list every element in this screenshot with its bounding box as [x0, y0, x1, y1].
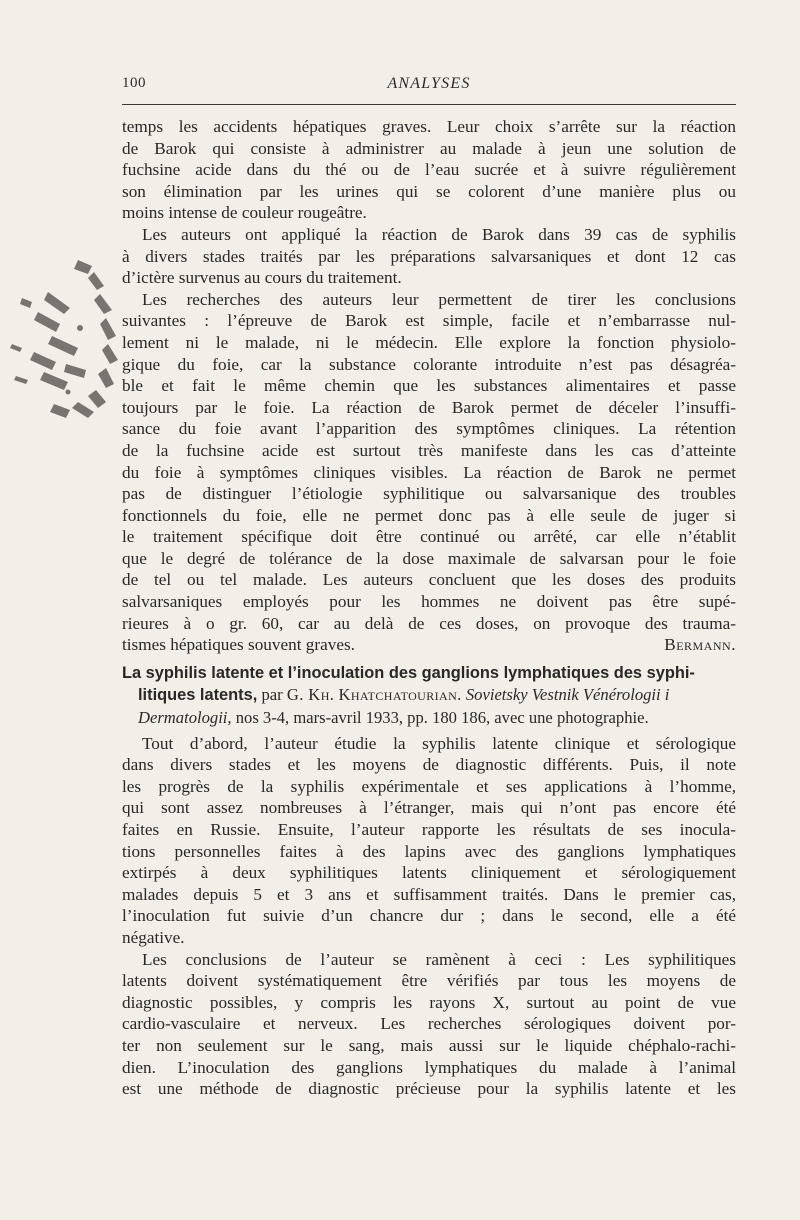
text-line-content: tismes hépatiques souvent graves. [122, 635, 355, 655]
text-line: tions personnelles faites à des lapins avec des ganglions lymphatiques [122, 841, 736, 861]
text-line: qui sont assez nombreuses à l’étranger, mais qui n’ont pas encore été [122, 798, 736, 818]
article-author: Khatchatourian. [338, 685, 462, 705]
text-line: temps les accidents hépatiques graves. Leur choix s’arrête sur la réaction [122, 117, 736, 136]
text-line: ble et fait le même chemin que les substances alimentaires et passe [122, 376, 736, 396]
text-line: fonctionnels du foie, elle ne permet donc pas à elle seule de juger si [122, 505, 736, 525]
text-line: faites en Russie. Ensuite, l’auteur rapporte les résultats de ses inocula- [122, 820, 736, 839]
text-line: de la fuchsine acide est surtout très manifeste dans les cas d’atteinte [122, 440, 736, 460]
text-line: ter non seulement sur le sang, mais aussi sur le liquide chéphalo-rachi- [122, 1035, 736, 1055]
article-by: par [261, 685, 283, 705]
article-heading [122, 662, 736, 729]
text-line: dans divers stades et les moyens de diagnostic différents. Puis, il note [122, 755, 736, 775]
text-line: moins intense de couleur rougeâtre. [122, 203, 367, 223]
paragraph [122, 289, 736, 656]
text-line: dien. L’inoculation des ganglions lymphatiques du malade à l’animal [122, 1057, 736, 1077]
text-line: Les auteurs ont appliqué la réaction de Barok dans 39 cas de syphilis [142, 224, 736, 244]
text-line: de Barok qui consiste à administrer au malade à jeun une solution de [122, 138, 736, 158]
paragraph [122, 733, 736, 949]
text-line: du foie à symptômes cliniques visibles. La réaction de Barok ne permet [122, 462, 736, 482]
text-line: l’inoculation fut suivie d’un chancre dur ; dans le second, elle a été [122, 906, 736, 926]
paragraph [122, 224, 736, 289]
library-stamp [8, 252, 120, 430]
article-title: La syphilis latente et l’inoculation des ganglions lymphatiques des syphi-litiques latents, [122, 663, 695, 705]
text-line: fuchsine acide dans du thé ou de l’eau sucrée et à suivre régulièrement [122, 160, 736, 180]
text-line: d’ictère survenus au cours du traitement. [122, 268, 402, 288]
text-line: extirpés à deux syphilitiques latents cliniquement et sérologiquement [122, 863, 736, 883]
text-line: gique du foie, car la substance colorante introduite n’est pas désagréa- [122, 354, 736, 374]
text-line: à divers stades traités par les préparations salvarsaniques et dont 12 cas [122, 246, 736, 266]
continuation-review [122, 116, 736, 656]
text-line: négative. [122, 927, 185, 947]
page-body [122, 116, 736, 1100]
paragraph [122, 116, 736, 224]
text-line: de tel ou tel malade. Les auteurs concluent que les doses des produits [122, 570, 736, 590]
page-number: 100 [122, 75, 146, 91]
reviewer-signature: Bermann. [664, 635, 736, 655]
page-header [122, 75, 736, 99]
article-review [122, 733, 736, 1100]
text-line: Les recherches des auteurs leur permettent de tirer les conclusions [142, 289, 736, 309]
text-line: toujours par le foie. La réaction de Barok permet de déceler l’insuffi- [122, 397, 736, 417]
text-line [122, 634, 736, 656]
running-title: ANALYSES [387, 75, 471, 92]
text-line: Tout d’abord, l’auteur étudie la syphilis latente clinique et sérologique [142, 733, 736, 753]
text-line: cardio-vasculaire et nerveux. Les recherches sérologiques doivent por- [122, 1014, 736, 1034]
text-line: malades depuis 5 et 3 ans et suffisamment traités. Dans le premier cas, [122, 884, 736, 904]
paragraph [122, 949, 736, 1100]
text-line: le traitement spécifique doit être continué ou arrêté, car elle n’établit [122, 527, 736, 547]
text-line: que le degré de tolérance de la dose maximale de salvarsan pour le foie [122, 548, 736, 568]
article-author-initials: G. Kh. [286, 685, 335, 705]
text-line: latents doivent systématiquement être vérifiés par tous les moyens de [122, 971, 736, 991]
text-line: sance du foie avant l’apparition des symptômes cliniques. La rétention [122, 419, 736, 439]
text-line: diagnostic possibles, y compris les rayons X, surtout au point de vue [122, 992, 736, 1012]
text-line: les progrès de la syphilis expérimentale et ses applications à l’homme, [122, 776, 736, 796]
text-line: salvarsaniques employés pour les hommes ne doivent pas être supé- [122, 592, 736, 612]
text-line: est une méthode de diagnostic précieuse pour la syphilis latente et les [122, 1079, 736, 1099]
text-line: son élimination par les urines qui se colorent d’une manière plus ou [122, 181, 736, 201]
text-line: rieures à o gr. 60, car au delà de ces doses, on provoque des trauma- [122, 613, 736, 633]
article-details: nos 3-4, mars-avril 1933, pp. 180 186, avec une photographie. [235, 708, 649, 728]
text-line: lement ni le malade, ni le médecin. Elle explore la fonction physiolo- [122, 332, 736, 352]
text-line: suivantes : l’épreuve de Barok est simple, facile et n’embarrasse nul- [122, 311, 736, 331]
text-line: Les conclusions de l’auteur se ramènent à ceci : Les syphilitiques [142, 949, 736, 969]
text-line: pas de distinguer l’étiologie syphilitique ou salvarsanique des troubles [122, 484, 736, 504]
header-rule [122, 104, 736, 105]
article-journal: Sovietsky Vestnik Vénérologii i Dermatologii, [138, 685, 670, 728]
